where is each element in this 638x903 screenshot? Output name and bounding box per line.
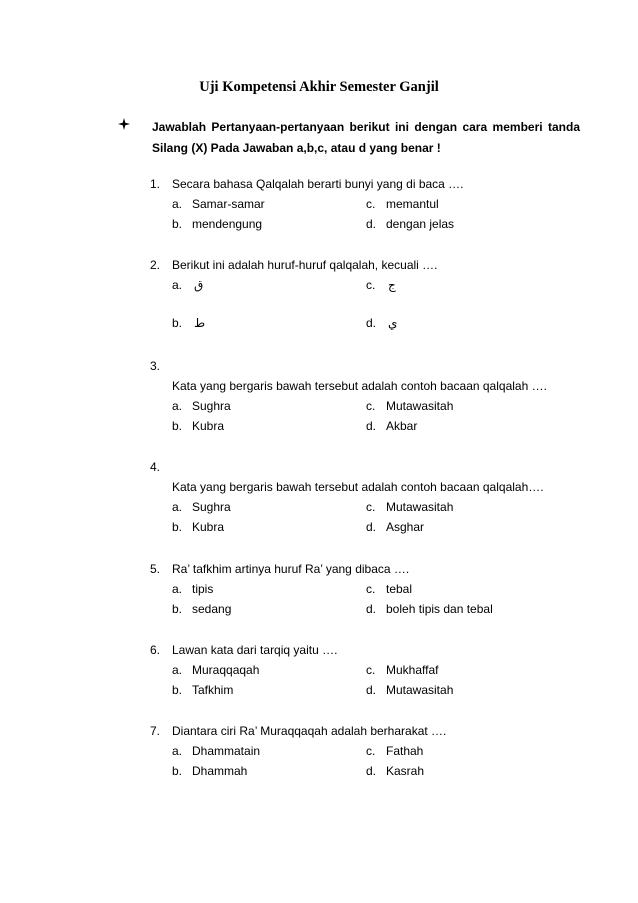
- option-c[interactable]: c. Fathah: [366, 744, 424, 758]
- question-number: 2.: [150, 258, 161, 272]
- diamond-bullet-icon: [118, 118, 130, 130]
- question-2: [150, 255, 580, 333]
- option-b[interactable]: b. Kubra: [172, 520, 225, 534]
- option-a[interactable]: a. Samar-samar: [172, 197, 265, 211]
- question-text: Ra’ tafkhim artinya huruf Ra’ yang dibaca ….: [172, 562, 410, 576]
- option-d[interactable]: d. Kasrah: [366, 764, 425, 778]
- question-text: Berikut ini adalah huruf-huruf qalqalah, kecuali ….: [172, 258, 438, 272]
- question-6: [150, 640, 580, 700]
- option-c[interactable]: c. Mutawasitah: [366, 500, 454, 514]
- option-d[interactable]: d. boleh tipis dan tebal: [366, 602, 493, 616]
- option-b[interactable]: b. sedang: [172, 602, 232, 616]
- question-5: [150, 559, 580, 619]
- question-number: 1.: [150, 177, 161, 191]
- instruction-block: [120, 117, 580, 159]
- option-d[interactable]: d. Mutawasitah: [366, 683, 454, 697]
- question-7: [150, 721, 580, 781]
- option-d[interactable]: d. Akbar: [366, 419, 418, 433]
- question-text: Kata yang bergaris bawah tersebut adalah contoh bacaan qalqalah….: [172, 480, 544, 494]
- option-a[interactable]: a. ق: [172, 278, 204, 292]
- option-c[interactable]: c. ج: [366, 278, 396, 292]
- question-text: Kata yang bergaris bawah tersebut adalah contoh bacaan qalqalah ….: [172, 379, 547, 393]
- option-d[interactable]: d. Asghar: [366, 520, 425, 534]
- question-number: 4.: [150, 460, 161, 474]
- page-title: Uji Kompetensi Akhir Semester Ganjil: [199, 79, 439, 95]
- option-a[interactable]: a. tipis: [172, 582, 214, 596]
- option-c[interactable]: c. memantul: [366, 197, 439, 211]
- question-1: [150, 174, 580, 234]
- option-a[interactable]: a. Muraqqaqah: [172, 663, 260, 677]
- option-c[interactable]: c. Mutawasitah: [366, 399, 454, 413]
- question-text: Secara bahasa Qalqalah berarti bunyi yang di baca ….: [172, 177, 464, 191]
- option-a[interactable]: a. Sughra: [172, 399, 231, 413]
- question-3: [150, 356, 580, 436]
- option-d[interactable]: d. ي: [366, 316, 398, 330]
- option-a[interactable]: a. Dhammatain: [172, 744, 261, 758]
- question-number: 3.: [150, 359, 161, 373]
- option-c[interactable]: c. Mukhaffaf: [366, 663, 439, 677]
- option-b[interactable]: b. Tafkhim: [172, 683, 234, 697]
- option-b[interactable]: b. ط: [172, 316, 206, 330]
- option-a[interactable]: a. Sughra: [172, 500, 231, 514]
- option-b[interactable]: b. mendengung: [172, 217, 263, 231]
- option-c[interactable]: c. tebal: [366, 582, 413, 596]
- question-4: [150, 457, 580, 537]
- question-number: 6.: [150, 643, 161, 657]
- question-text: Lawan kata dari tarqiq yaitu ….: [172, 643, 338, 657]
- question-number: 5.: [150, 562, 161, 576]
- instruction-text: Jawablah Pertanyaan-pertanyaan berikut ini dengan cara memberi tanda Silang (X) Pada Jawaban a,b,c, atau d yang benar !: [152, 120, 580, 155]
- option-b[interactable]: b. Dhammah: [172, 764, 248, 778]
- option-b[interactable]: b. Kubra: [172, 419, 225, 433]
- question-text: Diantara ciri Ra’ Muraqqaqah adalah berharakat ….: [172, 724, 447, 738]
- option-d[interactable]: d. dengan jelas: [366, 217, 455, 231]
- question-number: 7.: [150, 724, 161, 738]
